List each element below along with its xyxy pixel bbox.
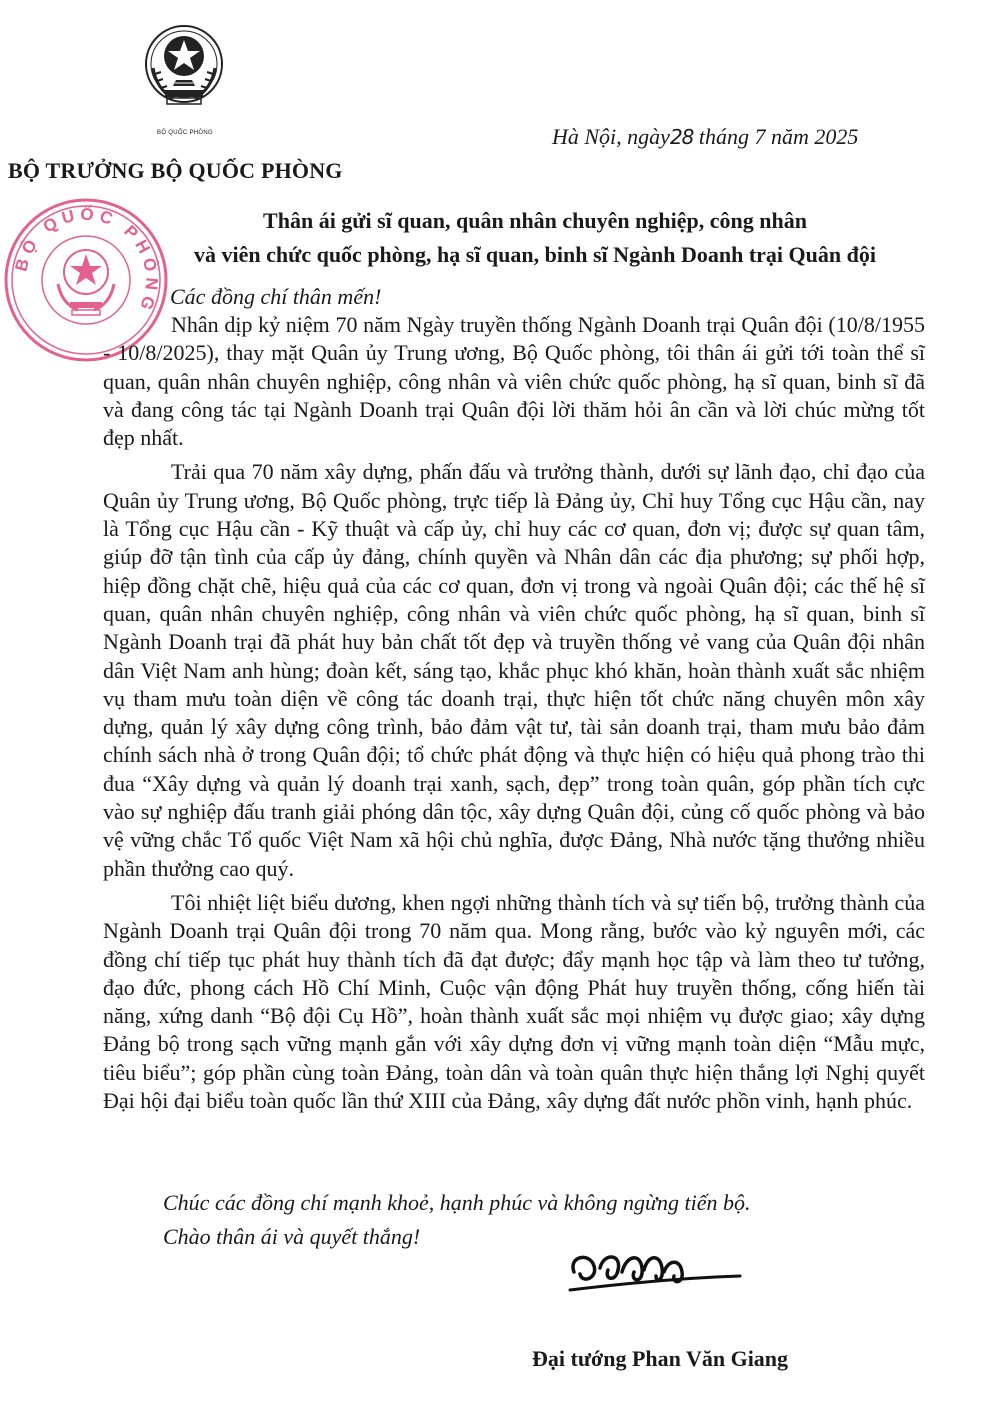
closing-farewell: Chào thân ái và quyết thắng! [163,1224,421,1249]
seal-text: BỘ QUỐC PHÒNG [11,204,162,318]
closing-wish: Chúc các đồng chí mạnh khoẻ, hạnh phúc và không ngừng tiến bộ. [163,1190,751,1215]
letter-body [103,311,925,1121]
dateline [552,124,858,150]
dateline-prefix: Hà Nội, ngày [552,124,670,149]
dateline-suffix: tháng 7 năm 2025 [698,124,859,149]
handwritten-signature [560,1232,750,1312]
signer-name: Đại tướng Phan Văn Giang [532,1346,789,1371]
title-line-1: Thân ái gửi sĩ quan, quân nhân chuyên nghiệp, công nhân [263,208,807,233]
salutation: Các đồng chí thân mến! [170,284,382,309]
emblem-caption: BỘ QUỐC PHÒNG [157,130,213,136]
national-emblem-icon [143,18,225,126]
letter-title [120,204,950,272]
body-paragraph-2: Trải qua 70 năm xây dựng, phấn đấu và trưởng thành, dưới sự lãnh đạo, chỉ đạo của Quân ủy Trung ương, Bộ Quốc phòng, trực tiếp là Đảng ủy, Chỉ huy Tổng cục Hậu cần, nay là Tổng cục Hậu cần - Kỹ thuật và cấp ủy, chỉ huy các cơ quan, đơn vị; được sự quan tâm, giúp đỡ tận tình của cấp ủy đảng, chính quyền và Nhân dân các địa phương; sự phối hợp, hiệp đồng chặt chẽ, hiệu quả của các cơ quan, đơn vị trong và ngoài Quân đội; các thế hệ sĩ quan, quân nhân chuyên nghiệp, công nhân và viên chức quốc phòng, hạ sĩ quan, binh sĩ Ngành Doanh trại đã phát huy bản chất tốt đẹp và truyền thống vẻ vang của Quân đội nhân dân Việt Nam anh hùng; đoàn kết, sáng tạo, khắc phục khó khăn, hoàn thành xuất sắc nhiệm vụ tham mưu toàn diện về công tác doanh trại, thực hiện tốt chức năng chuyên môn xây dựng, quản lý xây dựng công trình, bảo đảm vật tư, tài sản doanh trại, tham mưu bảo đảm chính sách nhà ở trong Quân đội; tổ chức phát động và thực hiện có hiệu quả phong trào thi đua “Xây dựng và quản lý doanh trại xanh, sạch, đẹp” trong toàn quân, góp phần tích cực vào sự nghiệp đấu tranh giải phóng dân tộc, xây dựng Quân đội, củng cố quốc phòng và bảo vệ vững chắc Tổ quốc Việt Nam xã hội chủ nghĩa, được Đảng, Nhà nước tặng thưởng nhiều phần thưởng cao quý. [103,459,925,881]
body-paragraph-1: Nhân dịp kỷ niệm 70 năm Ngày truyền thống Ngành Doanh trại Quân đội (10/8/1955 - 10/8/2025), thay mặt Quân ủy Trung ương, Bộ Quốc phòng, tôi thân ái gửi tới toàn thể sĩ quan, quân nhân chuyên nghiệp, công nhân và viên chức quốc phòng, hạ sĩ quan, binh sĩ đã và đang công tác tại Ngành Doanh trại Quân đội lời thăm hỏi ân cần và lời chúc mừng tốt đẹp nhất. [103,312,925,451]
title-line-2: và viên chức quốc phòng, hạ sĩ quan, binh sĩ Ngành Doanh trại Quân đội [194,242,876,267]
issuing-authority: BỘ TRƯỞNG BỘ QUỐC PHÒNG [8,158,343,183]
body-paragraph-3: Tôi nhiệt liệt biểu dương, khen ngợi những thành tích và sự tiến bộ, trưởng thành của Ngành Doanh trại Quân đội trong 70 năm qua. Mong rằng, bước vào kỷ nguyên mới, các đồng chí tiếp tục phát huy thành tích đã đạt được; đẩy mạnh học tập và làm theo tư tưởng, đạo đức, phong cách Hồ Chí Minh, Cuộc vận động Phát huy truyền thống, cống hiến tài năng, xứng danh “Bộ đội Cụ Hồ”, hoàn thành xuất sắc mọi nhiệm vụ được giao; xây dựng Đảng bộ trong sạch vững mạnh gắn với xây dựng đơn vị vững mạnh toàn diện “Mẫu mực, tiêu biểu”; góp phần cùng toàn Đảng, toàn dân và toàn quân thực hiện thắng lợi Nghị quyết Đại hội đại biểu toàn quốc lần thứ XIII của Đảng, xây dựng đất nước phồn vinh, hạnh phúc. [103,889,925,1114]
dateline-day: 28 [669,125,694,149]
